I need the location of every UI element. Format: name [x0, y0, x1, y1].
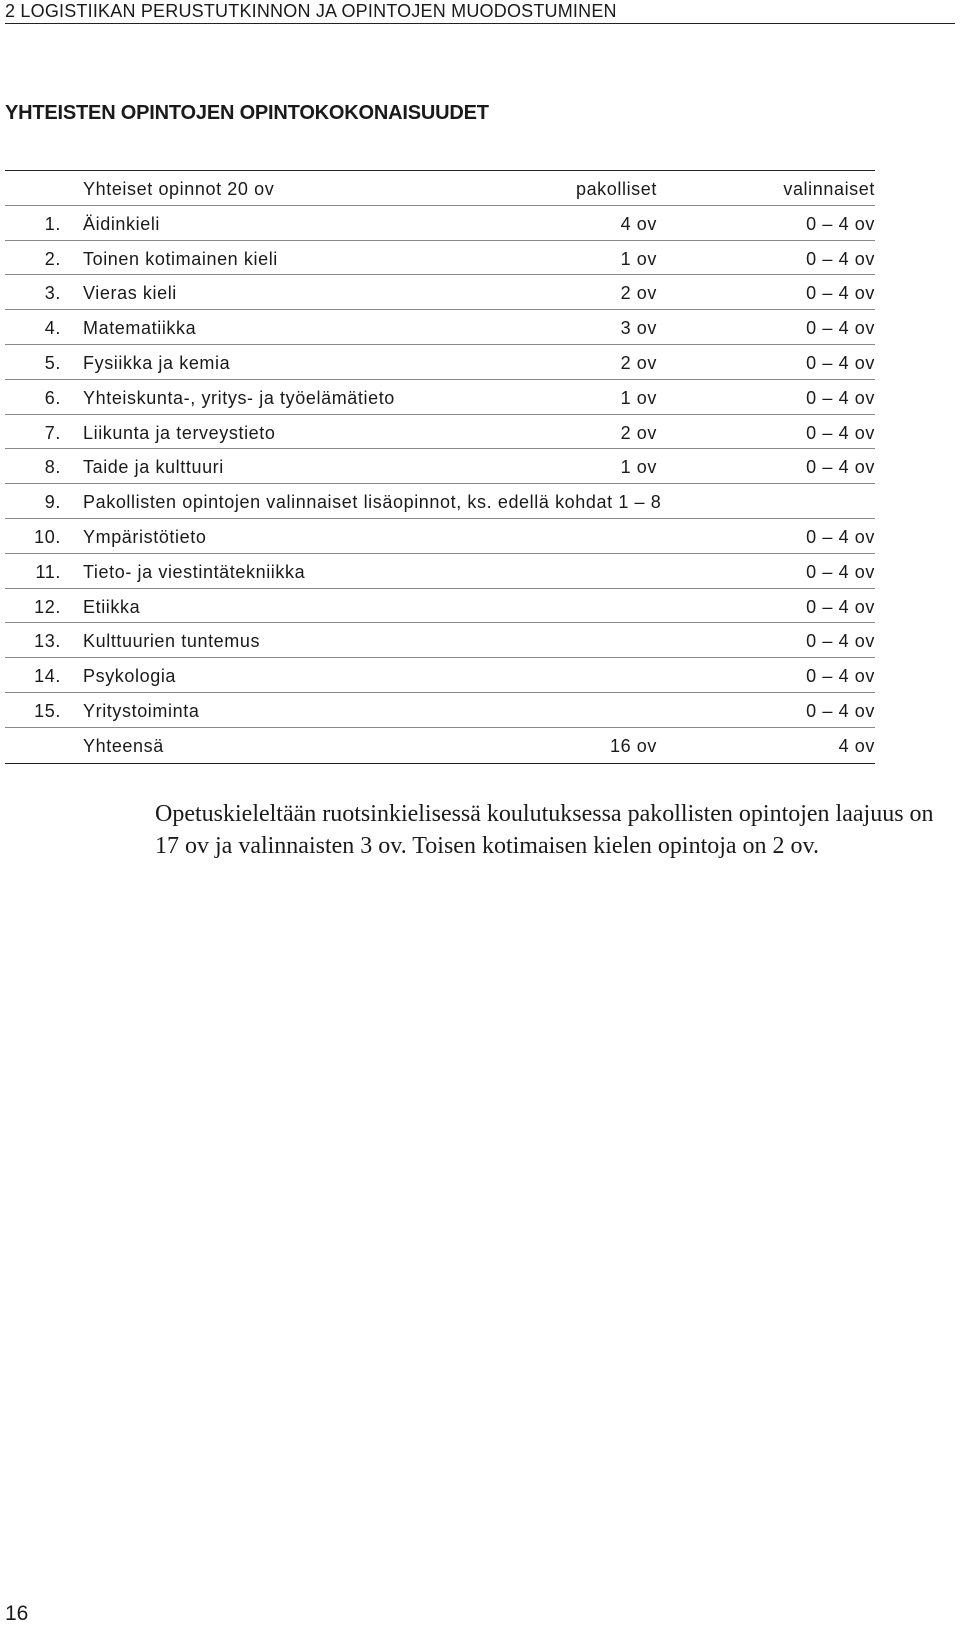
row-number: 11. [35, 561, 61, 582]
row-name: Taide ja kulttuuri [83, 457, 224, 478]
table-row [5, 415, 875, 450]
row-name: Fysiikka ja kemia [83, 352, 231, 373]
row-valinnaiset: 0 – 4 ov [806, 631, 875, 652]
row-pakolliset: 1 ov [620, 248, 657, 269]
table-row [5, 449, 875, 484]
table-row [5, 554, 875, 589]
row-name: Etiikka [83, 596, 141, 617]
row-valinnaiset: 0 – 4 ov [806, 283, 875, 304]
row-valinnaiset: 0 – 4 ov [806, 526, 875, 547]
language-note: Opetuskieleltään ruotsinkielisessä koulutuksessa pakollisten opintojen laajuus on 17 ov ja valinnaisten 3 ov. Toisen kotimaisen kielen opintoja on 2 ov. [155, 801, 934, 859]
row-name: Matematiikka [83, 318, 197, 339]
running-head: 2 LOGISTIIKAN PERUSTUTKINNON JA OPINTOJEN MUODOSTUMINEN [5, 0, 955, 24]
header-name: Yhteiset opinnot 20 ov [83, 179, 275, 199]
row-number: 2. [44, 248, 61, 269]
row-pakolliset: 1 ov [620, 387, 657, 408]
row-name: Psykologia [83, 666, 177, 687]
row-valinnaiset: 0 – 4 ov [806, 213, 875, 234]
row-name: Pakollisten opintojen valinnaiset lisäopinnot, ks. edellä kohdat 1 – 8 [83, 492, 662, 513]
table-header-row [5, 171, 875, 206]
table-total-row [5, 728, 875, 763]
row-number: 9. [44, 492, 61, 513]
row-number: 12. [34, 596, 61, 617]
total-valinnaiset: 4 ov [838, 735, 875, 756]
table-row [5, 310, 875, 345]
row-name: Äidinkieli [83, 213, 161, 234]
row-number: 1. [44, 213, 61, 234]
row-valinnaiset: 0 – 4 ov [806, 387, 875, 408]
row-valinnaiset: 0 – 4 ov [806, 248, 875, 269]
header-pakolliset: pakolliset [575, 179, 657, 199]
row-valinnaiset: 0 – 4 ov [806, 318, 875, 339]
total-label: Yhteensä [83, 735, 164, 756]
table-row [5, 484, 875, 519]
row-number: 6. [44, 387, 61, 408]
row-pakolliset: 2 ov [620, 352, 657, 373]
table-row [5, 658, 875, 693]
row-name: Yritystoiminta [83, 700, 200, 721]
row-number: 7. [44, 422, 61, 443]
row-valinnaiset: 0 – 4 ov [806, 596, 875, 617]
table-row [5, 519, 875, 554]
table-row [5, 241, 875, 276]
row-valinnaiset: 0 – 4 ov [806, 352, 875, 373]
row-name: Vieras kieli [83, 283, 177, 304]
row-pakolliset: 2 ov [620, 422, 657, 443]
row-name: Toinen kotimainen kieli [83, 248, 278, 269]
row-valinnaiset: 0 – 4 ov [806, 561, 875, 582]
row-valinnaiset: 0 – 4 ov [806, 457, 875, 478]
row-name: Liikunta ja terveystieto [83, 422, 276, 443]
table-row [5, 380, 875, 415]
studies-table [5, 170, 875, 764]
row-valinnaiset: 0 – 4 ov [806, 666, 875, 687]
row-number: 8. [44, 457, 61, 478]
header-valinnaiset: valinnaiset [783, 179, 875, 199]
table-row [5, 693, 875, 728]
row-name: Ympäristötieto [83, 526, 207, 547]
total-pakolliset: 16 ov [609, 735, 657, 756]
table-row [5, 589, 875, 624]
row-pakolliset: 1 ov [620, 457, 657, 478]
row-name: Kulttuurien tuntemus [83, 631, 261, 652]
row-number: 4. [44, 318, 61, 339]
row-number: 13. [34, 631, 61, 652]
row-number: 3. [44, 283, 61, 304]
table-row [5, 275, 875, 310]
row-valinnaiset: 0 – 4 ov [806, 700, 875, 721]
row-pakolliset: 3 ov [620, 318, 657, 339]
row-pakolliset: 4 ov [620, 213, 657, 234]
row-pakolliset: 2 ov [620, 283, 657, 304]
row-name: Yhteiskunta-, yritys- ja työelämätieto [83, 387, 395, 408]
table-row [5, 345, 875, 380]
page-number: 16 [5, 1602, 29, 1625]
table-row [5, 206, 875, 241]
section-title: YHTEISTEN OPINTOJEN OPINTOKOKONAISUUDET [5, 102, 489, 124]
table-row [5, 623, 875, 658]
row-number: 5. [44, 352, 61, 373]
row-valinnaiset: 0 – 4 ov [806, 422, 875, 443]
row-number: 14. [34, 666, 61, 687]
row-name: Tieto- ja viestintätekniikka [83, 561, 306, 582]
row-number: 15. [34, 700, 61, 721]
row-number: 10. [34, 526, 61, 547]
